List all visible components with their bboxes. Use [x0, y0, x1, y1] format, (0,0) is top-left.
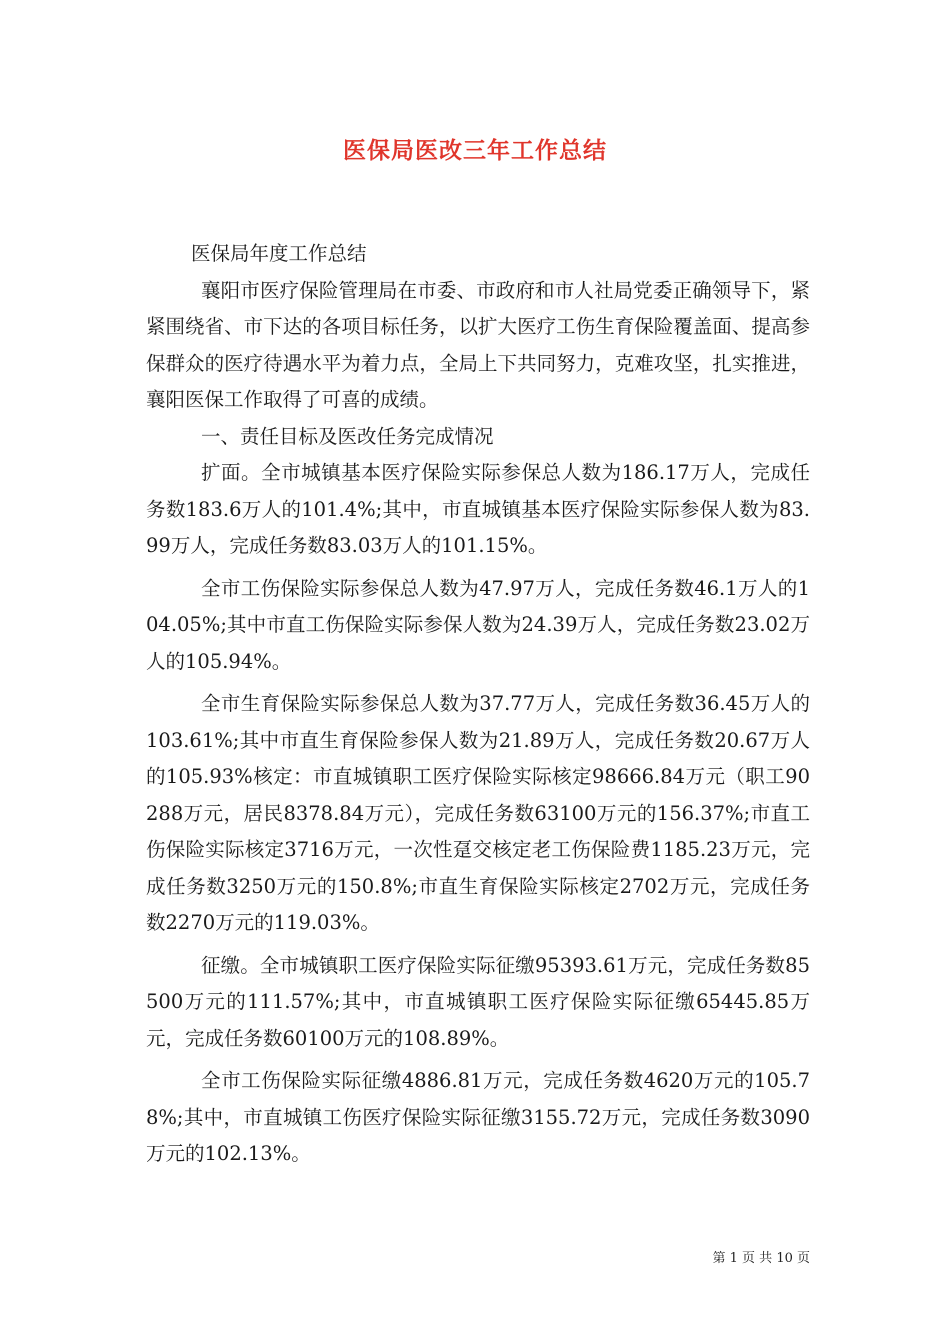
- paragraph-collection-injury: 全市工伤保险实际征缴4886.81万元，完成任务数4620万元的105.78%;其中，市直城镇工伤医疗保险实际征缴3155.72万元，完成任务数3090万元的102.13%。: [146, 1069, 810, 1165]
- document-body: [146, 236, 810, 1173]
- paragraph-subtitle: 医保局年度工作总结: [191, 242, 367, 265]
- paragraph-coverage-injury: 全市工伤保险实际参保总人数为47.97万人，完成任务数46.1万人的104.05%;其中市直工伤保险实际参保人数为24.39万人，完成任务数23.02万人的105.94%。: [146, 576, 810, 673]
- section-heading: 一、责任目标及医改任务完成情况: [201, 424, 494, 448]
- paragraph-collection-medical: 征缴。全市城镇职工医疗保险实际征缴95393.61万元，完成任务数85500万元的111.57%;其中，市直城镇职工医疗保险实际征缴65445.85万元，完成任务数60100万元的108.89%。: [146, 953, 810, 1050]
- page-title: 医保局医改三年工作总结: [343, 137, 607, 164]
- page-number-footer: 第 1 页 共 10 页: [712, 1251, 810, 1266]
- paragraph-intro: 襄阳市医疗保险管理局在市委、市政府和市人社局党委正确领导下，紧紧围绕省、市下达的各项目标任务，以扩大医疗工伤生育保险覆盖面、提高参保群众的医疗待遇水平为着力点，全局上下共同努力，克难攻坚，扎实推进，襄阳医保工作取得了可喜的成绩。: [146, 278, 810, 411]
- paragraph-coverage-medical: 扩面。全市城镇基本医疗保险实际参保总人数为186.17万人，完成任务数183.6万人的101.4%;其中，市直城镇基本医疗保险实际参保人数为83.99万人，完成任务数83.03万人的101.15%。: [146, 461, 810, 557]
- paragraph-coverage-maternity: 全市生育保险实际参保总人数为37.77万人，完成任务数36.45万人的103.61%;其中市直生育保险参保人数为21.89万人，完成任务数20.67万人的105.93%核定：市直城镇职工医疗保险实际核定98666.84万元（职工90288万元，居民8378.84万元），完成任务数63100万元的156.37%;市直工伤保险实际核定3716万元，一次性趸交核定老工伤保险费1185.23万元，完成任务数3250万元的150.8%;市直生育保险实际核定2702万元，完成任务数2270万元的119.03%。: [146, 692, 810, 934]
